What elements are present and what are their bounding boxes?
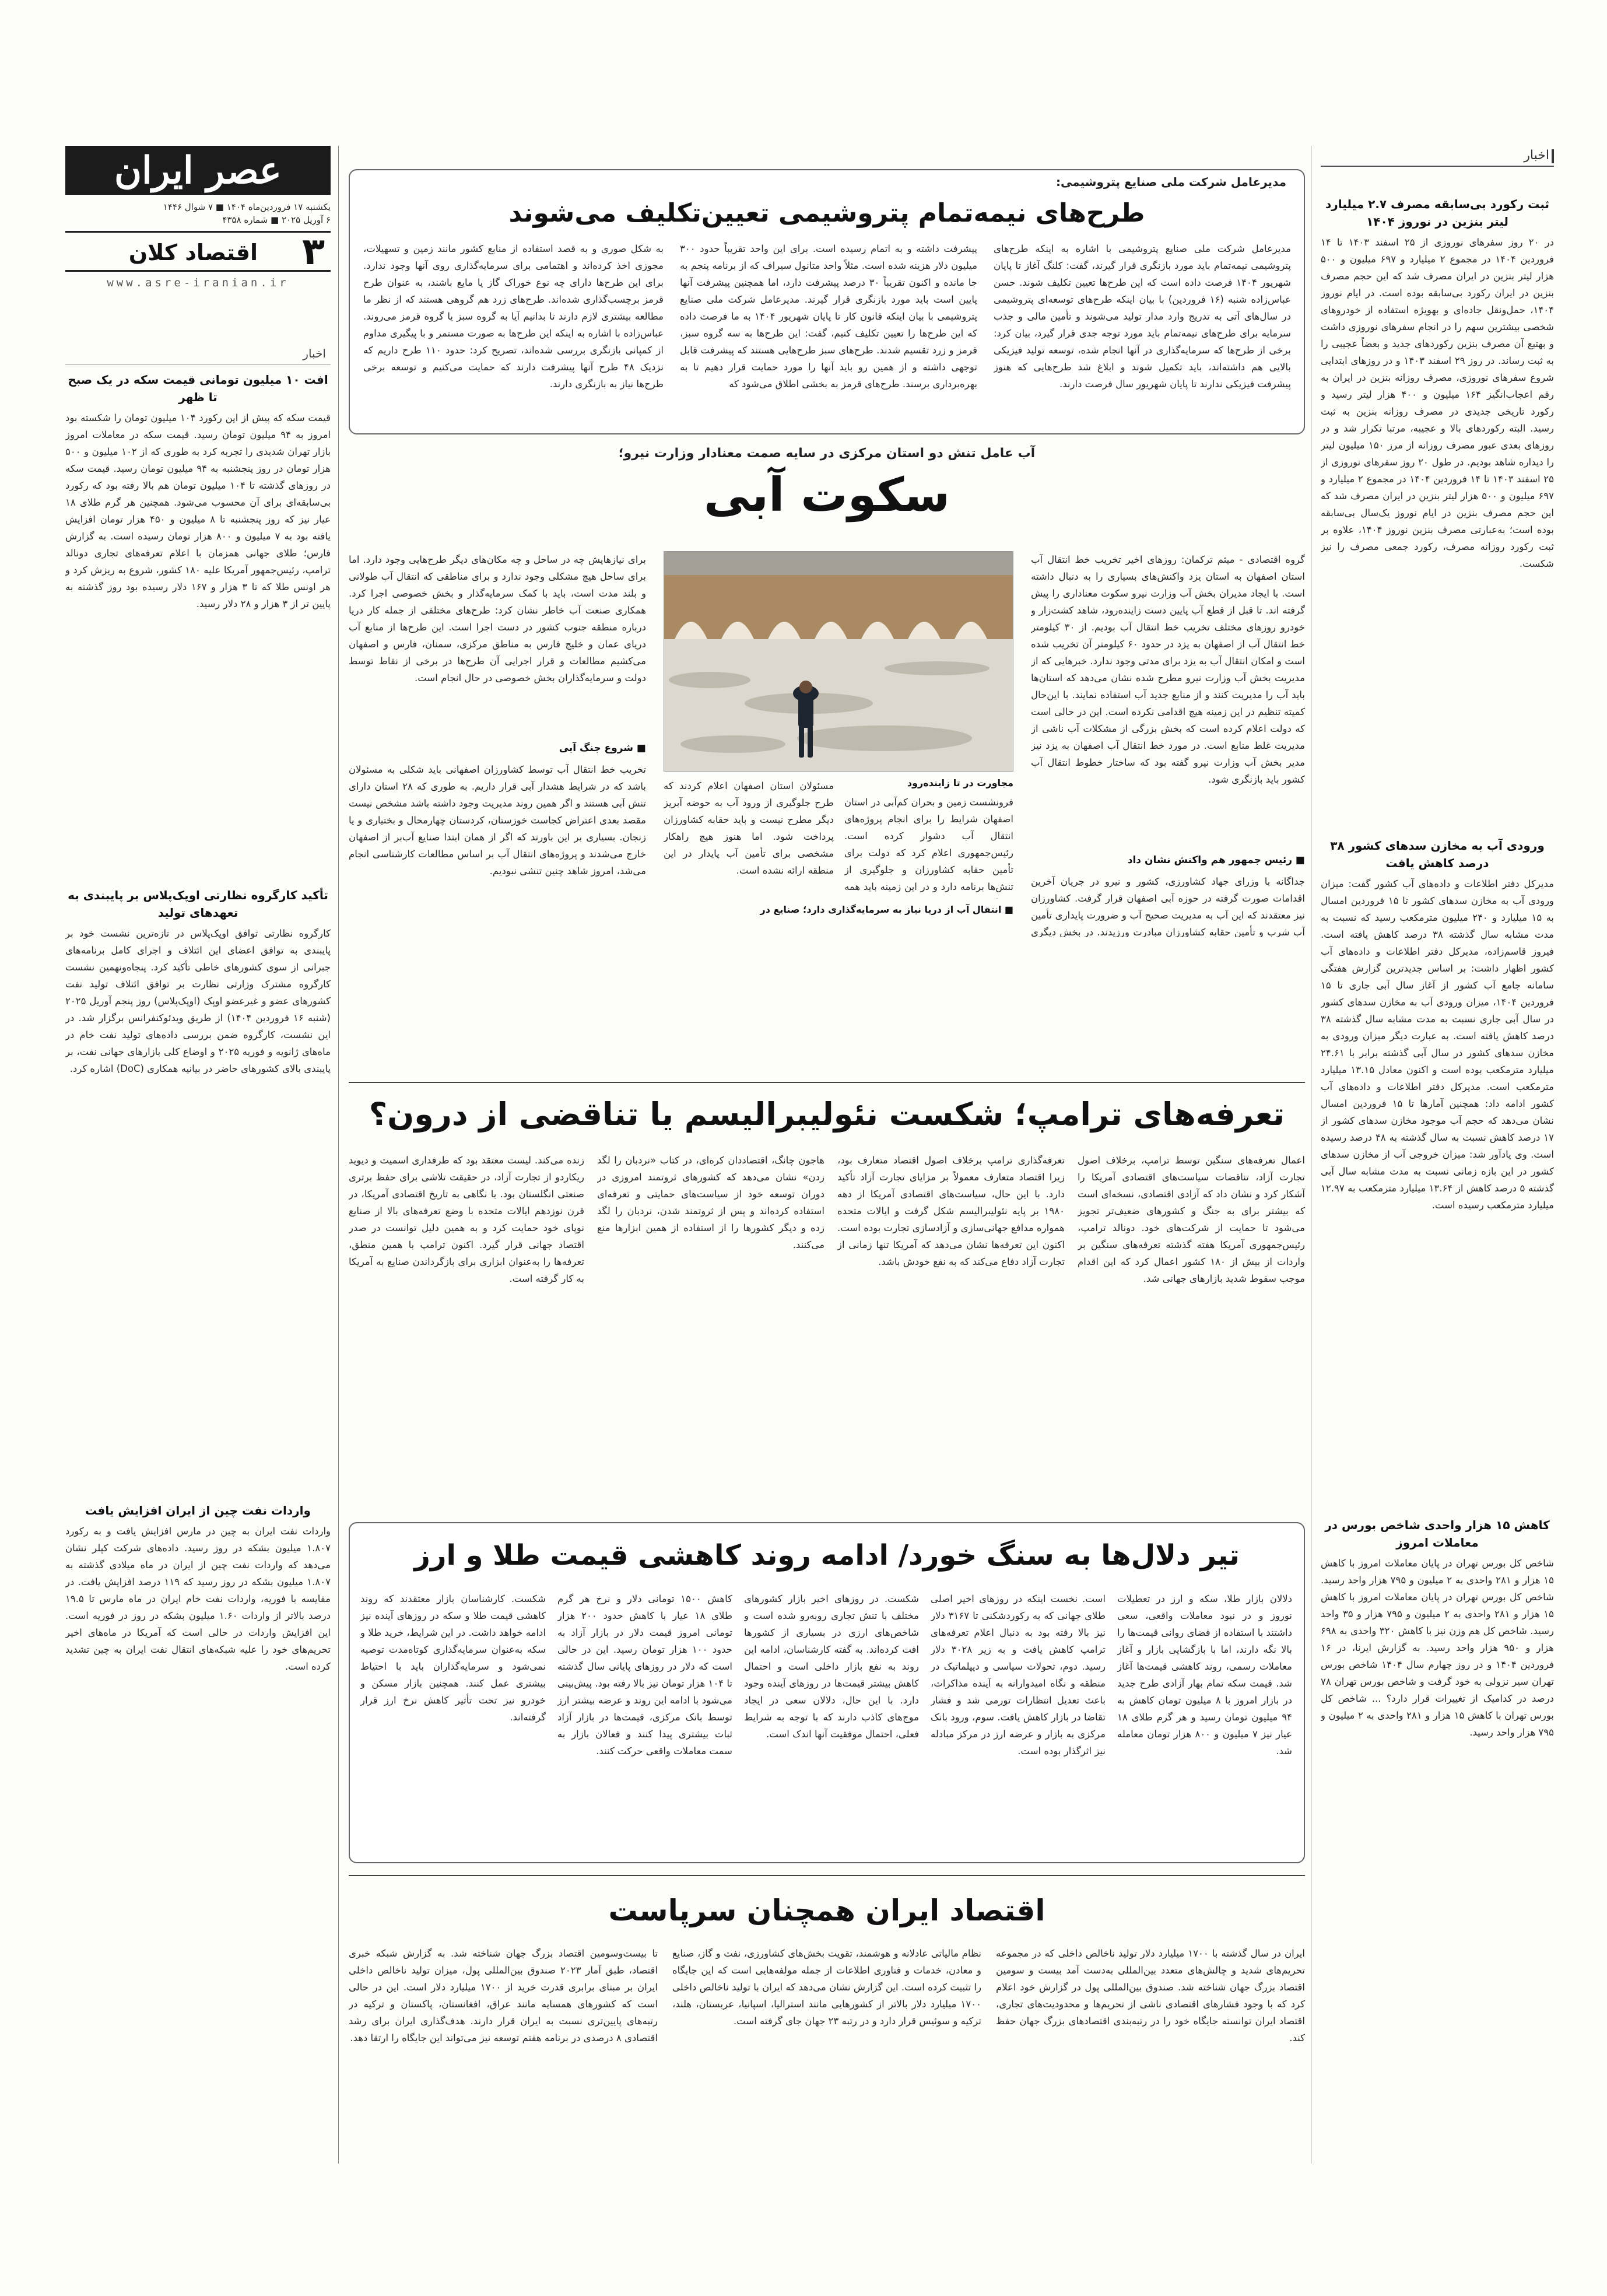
bridge-photo <box>664 552 1013 772</box>
left-news-1-title: افت ۱۰ میلیون تومانی قیمت سکه در یک صبح تا ظهر <box>68 373 328 404</box>
label-marker <box>1552 149 1554 163</box>
right-news-3 <box>1321 1516 1554 2138</box>
date-line-2: ۶ آوریل ۲۰۲۵ ■ شماره ۴۳۵۸ <box>222 215 331 225</box>
right-news-1-body: در ۲۰ روز سفرهای نوروزی از ۲۵ اسفند ۱۴۰۳ تا ۱۴ فروردین ۱۴۰۴ در مجموع ۲ میلیارد و ۶۹۷ میلیون و ۵۰۰ هزار لیتر بنزین در ایران مصرف شد که این حجم مصرف بنزین در ایران رکورد بی‌سابقه بوده است. در ایام نوروز ۱۴۰۴، حمل‌ونقل جاده‌ای و بهویژه استفاده از خودروهای شخصی بیشترین سهم را در انجام سفرهای نوروزی داشت و بهتبع آن مصرف بنزین رکوردهای جدید و بعضاً عجیبی را به ثبت رساند. در روز ۲۹ اسفند ۱۴۰۳ و در روزهای ابتدایی شروع سفرهای نوروزی، مصرف روزانه بنزین در ایران به رقم اعجاب‌انگیز ۱۶۴ میلیون و ۴۰۰ هزار لیتر رسید و رکورد تاریخی جدیدی در مصرف روزانه بنزین به ثبت رسید. البته رکوردهای بالا و عجیبه، مرتبا تکرار شد و در روزهای بعدی عبور مصرف روزانه از مرز ۱۵۰ میلیون لیتر را دیداره شاهد بودیم. در طول ۲۰ روز سفرهای نوروزی از ۲۵ اسفند ۱۴۰۳ تا ۱۴ فروردین ۱۴۰۴ در مجموع ۲ میلیارد و ۶۹۷ میلیون و ۵۰۰ هزار لیتر بنزین در ایران مصرف شد که این حجم مصرف بنزین در ایام نوروز یک‌سال بی‌سابقه بوده است؛ به‌عبارتی مصرف بنزین نوروز ۱۴۰۴، علاوه بر ثبت رکورد روزانه مصرف، رکورد جمعی مصرف را نیز شکست. <box>1321 237 1554 569</box>
masthead-logo <box>65 146 331 195</box>
article2-col-photo-l: مسئولان استان اصفهان اعلام کردند که طرح جلوگیری از ورود آب به حوضه آبریز دیگر مطرح نیست و باید حقابه کشاورزان پرداخت شود. اما هنوز هیچ راهکار مشخصی برای تأمین آب پایدار در این منطقه ارائه نشده است. <box>664 780 834 876</box>
article1-col1: مدیرعامل شرکت ملی صنایع پتروشیمی با اشاره به اینکه طرح‌های پتروشیمی نیمه‌تمام باید مورد بازنگری قرار گیرند، گفت: کلنگ آغاز تا پایان شهریور ۱۴۰۴ فرصت داده است که این طرح‌ها تعیین تکلیف شوند. حسن عباس‌زاده شنبه (۱۶ فروردین) با بیان اینکه طرح‌های توسعه‌ای پتروشیمی در سال‌های آتی به تدریج وارد مدار تولید می‌شوند و تأمین مالی و جذب سرمایه برای طرح‌های نیمه‌تمام باید مورد توجه جدی قرار گیرد، بیان کرد: برخی از طرح‌ها که سرمایه‌گذاری در آنها انجام شده، توسعه تولید فیزیکی بالایی هم داشته‌اند، باید تکمیل شوند و ابلاغ شد طرح‌هایی که هنوز پیشرفت فیزیکی ندارند تا پایان شهریور سال فرصت دارند. <box>994 243 1291 390</box>
left-news-3 <box>65 1502 331 2141</box>
article-economy <box>349 1881 1305 2161</box>
right-news-3-title: کاهش ۱۵ هزار واحدی شاخص بورس در معاملات امروز <box>1325 1518 1550 1550</box>
article2-headline: سکوت آبی <box>704 468 950 522</box>
divider-economy <box>349 1875 1305 1876</box>
divider-left <box>338 146 339 2164</box>
article4-col1: دلالان بازار طلا، سکه و ارز در تعطیلات نوروز و در نبود معاملات واقعی، سعی داشتند با استفاده از فضای روانی قیمت‌ها را بالا نگه دارند، اما با بازگشایی بازار و آغاز معاملات رسمی، روند کاهشی قیمت‌ها آغاز شد. قیمت سکه تمام بهار آزادی طرح جدید در بازار امروز با ۸ میلیون تومان کاهش به ۹۴ میلیون تومان رسید و هر گرم طلای ۱۸ عیار نیز ۷ میلیون و ۸۰۰ هزار تومان معامله شد. <box>1117 1593 1292 1757</box>
article5-col2: نظام مالیاتی عادلانه و هوشمند، تقویت بخش‌های کشاورزی، نفت و گاز، صنایع و معادن، خدمات و فناوری اطلاعات از جمله مولفه‌هایی است که این جایگاه را تثبیت کرده است. این گزارش نشان می‌دهد که ایران با تولید ناخالص داخلی ۱۷۰۰ میلیارد دلار بالاتر از کشورهایی مانند استرالیا، اسپانیا، عربستان، هلند، ترکیه و سوئیس قرار دارد و در رتبه ۲۳ جهان جای گرفته است. <box>672 1948 981 2027</box>
masthead <box>65 146 331 299</box>
right-news-2-body: مدیرکل دفتر اطلاعات و داده‌های آب کشور گفت: میزان ورودی آب به مخازن سدهای کشور تا ۱۵ فروردین امسال به ۱۵ میلیارد و ۲۴۰ میلیون مترمکعب رسید که نسبت به مدت مشابه سال گذشته ۳۸ درصد کاهش یافته است. فیروز قاسم‌زاده، مدیرکل دفتر اطلاعات و داده‌های آب کشور اظهار داشت: بر اساس جدیدترین گزارش هفتگی سامانه جامع آب کشور از آغاز سال آبی جاری تا ۱۵ فروردین ۱۴۰۴، میزان ورودی آب به مخازن سدهای کشور در سال آبی جاری نسبت به مدت مشابه سال گذشته ۳۸ درصد کاهش یافته است. به عبارت دیگر میزان ورودی به مخازن سدهای کشور در سال آبی گذشته برابر با ۲۴.۶۱ میلیارد مترمکعب بوده است و اکنون معادل ۱۳.۱۵ میلیارد مترمکعب است. مدیرکل دفتر اطلاعات و داده‌های آب کشور ادامه داد: همچنین آمارها تا ۱۵ فروردین امسال نشان می‌دهد که حجم آب موجود مخازن سدهای کشور از ۱۷ درصد کاهش نسبت به سال گذشته به ۴۸ درصد رسیده است. وی یادآور شد: میزان خروجی آب از مخازن سدهای کشور در این بازه زمانی نسبت به مدت مشابه سال آبی گذشته ۵ درصد کاهش از ۱۳.۶۴ میلیارد مترمکعب به ۱۲.۹۷ میلیارد مترمکعب رسیده است. <box>1321 878 1554 1211</box>
article1-col3: به شکل صوری و به قصد استفاده از منابع کشور مانند زمین و تسهیلات، مجوزی اخذ کرده‌اند و اهتمامی برای سرمایه‌گذاری روی آنها وجود ندارد. برای این طرح‌ها دارای چه نوع خوراک گاز یا مایع باشند، به عنوان طرح قرمز برچسب‌گذاری شده‌اند. طرح‌های زرد هم گروهی هستند که از نظر ما مطالعه بیشتری لازم دارند تا بدانیم آیا به گروه سبز یا گروه قرمز می‌روند. عباس‌زاده با اشاره به اینکه این طرح‌ها به صورت مستمر و با پیگیری مداوم از کمپانی بازنگری بررسی شده‌اند، تصریح کرد: حدود ۱۱۰ طرح داریم که نزدیک ۴۸ طرح آنها پیشرفت دارند که حمایت می‌کنیم و توسعه برخی طرح‌ها نیاز به بازنگری دارند. <box>363 243 664 390</box>
left-news-label <box>65 344 331 365</box>
article4-col5: شکست. کارشناسان بازار معتقدند که روند کاهشی قیمت طلا و سکه در روزهای آینده نیز ادامه خواهد داشت. در این شرایط، خرید طلا و سکه به‌عنوان سرمایه‌گذاری کوتاه‌مدت توصیه نمی‌شود و سرمایه‌گذاران باید با احتیاط بیشتری عمل کنند. همچنین بازار مسکن و خودرو نیز تحت تأثیر کاهش نرخ ارز قرار گرفته‌اند. <box>360 1593 546 1723</box>
right-news-3-body: شاخص کل بورس تهران در پایان معاملات امروز با کاهش ۱۵ هزار و ۲۸۱ واحدی به ۲ میلیون و ۷۹۵ هزار واحد رسید. شاخص کل بورس تهران در پایان معاملات امروز با کاهش ۱۵ هزار و ۲۸۱ واحدی به ۲ میلیون و ۷۹۵ هزار و ۳۵ واحد رسید. شاخص کل هم وزن نیز با کاهش ۳۲۰ واحدی به ۶۹۸ هزار و ۹۵۰ هزار واحد رسید. به گزارش ایرنا، در ۱۶ فروردین ۱۴۰۴ و در روز چهارم سال ۱۴۰۴ شاخص بورس تهران سیر نزولی به خود گرفت و شاخص بورس تهران ۷۸ درصد در کدامیک از تغییرات قرار دارد؟ ... شاخص کل بورس تهران با کاهش ۱۵ هزار و ۲۸۱ واحدی به ۲ میلیون و ۷۹۵ هزار واحد رسید. <box>1321 1558 1554 1738</box>
article4-col4: کاهش ۱۵۰۰ تومانی دلار و نرخ هر گرم طلای ۱۸ عیار با کاهش حدود ۲۰۰ هزار تومانی امروز قیمت دلار در بازار آزاد به حدود ۱۰۰ هزار تومان رسید. این در حالی است که دلار در روزهای پایانی سال گذشته تا ۱۰۴ هزار تومان نیز بالا رفته بود. پیش‌بینی می‌شود با ادامه این روند و عرضه بیشتر ارز توسط بانک مرکزی، قیمت‌ها در بازار آزاد ثبات بیشتری پیدا کنند و فعالان بازار به سمت معاملات واقعی حرکت کنند. <box>557 1593 732 1757</box>
article4-col3: شکست. در روزهای اخیر بازار کشورهای مختلف با تنش تجاری روبه‌رو شده است و شاخص‌های ارزی در بسیاری از کشورها افت کرده‌اند. به گفته کارشناسان، ادامه این روند به نفع بازار داخلی است و احتمال کاهش بیشتر قیمت‌ها در روزهای آینده وجود دارد. با این حال، دلالان سعی در ایجاد موج‌های کاذب دارند که با توجه به شرایط فعلی، احتمال موفقیت آنها اندک است. <box>744 1593 919 1740</box>
article3-col2: تعرفه‌گذاری ترامپ برخلاف اصول اقتصاد متعارف بود، زیرا اقتصاد متعارف معمولاً بر مزایای تجارت آزاد تأکید دارد. با این حال، سیاست‌های اقتصادی آمریکا از دهه ۱۹۸۰ بر پایه نئولیبرالیسم شکل گرفت و ایالات متحده همواره مدافع جهانی‌سازی و آزادسازی تجارت بوده است. اکنون این تعرفه‌ها نشان می‌دهد که آمریکا تنها زمانی از تجارت آزاد دفاع می‌کند که به نفع خودش باشد. <box>837 1155 1065 1267</box>
left-news-2-title: تأکید کارگروه نظارتی اوپک‌پلاس بر پایبندی به تعهدهای تولید <box>68 888 328 920</box>
date-line-1: یکشنبه ۱۷ فروردین‌ماه ۱۴۰۴ ■ ۷ شوال ۱۴۴۶ <box>163 202 331 212</box>
right-news-1-title: ثبت رکورد بی‌سابقه مصرف ۲.۷ میلیارد لیتر بنزین در نوروز ۱۴۰۴ <box>1325 197 1550 229</box>
page-number: ۳ <box>301 230 325 274</box>
left-news-1 <box>65 371 331 891</box>
article2-col-right: گروه اقتصادی - میثم ترکمان: روزهای اخیر تخریب خط انتقال آب استان اصفهان به استان یزد واکنش‌های بسیاری را به دنبال داشته است. با ایجاد مدیران بخش آب وزارت نیرو سکوت معناداری را پیش گرفته اند. تا قبل از قطع آب پایین دست زاینده‌رود، شاهد کشت‌زار و خودرو روزهای مختلف تخریب خط انتقال آب بودیم. از ۳۰ کیلومتر خط انتقال آب از اصفهان به یزد در حدود ۶۰ کیلومتر آن تخریب شده است و امکان انتقال آب به یزد برای مدتی وجود ندارد. خبرهایی که از مدیریت بخش آب وزارت نیرو مطرح شده نشان می‌دهد که استان‌ها باید آب را مدیریت کنند و از منابع جدید آب استفاده نمایند. با این‌حال کمیته تنظیم در این زمینه هیچ اقدامی نکرده است. این در حالی است که دولت اعلام کرده است که بخش بزرگی از مشکلات آب ناشی از مدیریت غلط منابع است. در مورد خط انتقال آب اصفهان به یزد نیز مدیر بخش آب وزارت نیرو گفته بود که ساختار خطوط انتقال آب کشور باید بازنگری شود. <box>1031 554 1305 785</box>
article2-col-photo-r: فرونشست زمین و بحران کم‌آبی در استان اصفهان شرایط را برای انجام پروژه‌های انتقال آب دشوار کرده است. رئیس‌جمهوری اعلام کرد که دولت برای تأمین حقابه کشاورزان و جلوگیری از تنش‌ها برنامه دارد و در این زمینه باید همه <box>844 797 1013 892</box>
article2-col-mid: جداگانه با وزرای جهاد کشاورزی، کشور و نیرو در جریان آخرین اقدامات صورت گرفته در حوزه آبی اصفهان قرار گرفت. کشاورزان نیز معتقدند که این آب به مدیریت صحیح آب و ضرورت پایداری تأمین آب شرب و تأمین حقابه کشاورزان مبادرت ورزیدند. در بخش دیگری <box>1031 876 1305 937</box>
divider-tariffs <box>349 1082 1305 1083</box>
article2-col-left-top: برای نیازهایش چه در ساحل و چه مکان‌های دیگر طرح‌هایی وجود دارد. اما برای ساحل هیچ مشکلی وجود ندارد و برای مناطقی که انتقال آب طولانی و بلند مدت است، باید با کمک سرمایه‌گذار و بخش خصوصی اجرا کرد. همکاری صنعت آب خاطر نشان کرد: طرح‌های مختلفی از جمله کار دریا درباره منطقه جنوب کشور در دست اجرا است. این طرح‌ها از منابع آب دریای عمان و خلیج فارس به مناطق مرکزی، سمنان، فارس و اصفهان می‌کشیم مطالعات و قرار اجرایی آن طرح‌ها در برخی از نقاط توسط دولت و سرمایه‌گذاران بخش خصوصی در حال انجام است. <box>349 554 646 683</box>
logo-text: عصر ایران <box>114 148 282 192</box>
right-news-1 <box>1321 195 1554 840</box>
right-news-2-title: ورودی آب به مخازن سدهای کشور ۳۸ درصد کاهش یافت <box>1330 839 1545 870</box>
article5-col3: تا بیست‌وسومین اقتصاد بزرگ جهان شناخته شد. به گزارش شبکه خبری اقتصاد، طبق آمار ۲۰۲۳ صندوق بین‌المللی پول، میزان تولید ناخالص داخلی ایران بر مبنای برابری قدرت خرید از ۱۷۰۰ میلیارد دلار است. این در حالی است که کشورهای همسایه مانند عراق، افغانستان، پاکستان و ترکیه در رتبه‌های پایین‌تری نسبت به ایران قرار دارند. هدف‌گذاری ایران برای رشد اقتصادی ۸ درصدی در برنامه هفتم توسعه نیز می‌تواند این جایگاه را ارتقا دهد. <box>349 1948 658 2043</box>
right-news-label: اخبار <box>1524 148 1549 163</box>
article1-headline: طرح‌های نیمه‌تمام پتروشیمی تعیین‌تکلیف می‌شوند <box>508 198 1145 228</box>
article2-subhead-b: ■ انتقال آب از دریا نیاز به سرمایه‌گذاری دارد؛ صنایع در <box>760 904 1013 915</box>
article1-col2: پیشرفت داشته و به اتمام رسیده است. برای این واحد تقریباً حدود ۳۰۰ میلیون دلار هزینه شده است. مثلاً واحد متانول سیراف که از برنامه پنجم به جا مانده و اکنون تقریباً ۳۰ درصد پیشرفت دارد، اما همچنین پیشرفت آنها پایین است باید مورد بازنگری قرار گیرند. مدیرعامل شرکت ملی صنایع پتروشیمی با بیان اینکه قانون کار تا پایان شهریور ۱۴۰۴ به ما فرصت داده که این طرح‌ها را تعیین تکلیف کنیم، گفت: این طرح‌ها به سه گروه سبز، قرمز و زرد تقسیم شدند. طرح‌های سبز طرح‌هایی هستند که پیشرفت قابل توجهی داشته و از همین رو باید آنها را مورد حمایت قرار دهیم تا به بهره‌برداری برسند. طرح‌های قرمز به بخشی اطلاق می‌شود که <box>680 243 977 390</box>
left-news-2 <box>65 886 331 1467</box>
article2-subhead-a: ■ شروع جنگ آبی <box>559 742 646 754</box>
article2-subhead-c: ■ رئیس جمهور هم واکنش نشان داد <box>1127 854 1305 866</box>
article-tariffs <box>349 1088 1305 1510</box>
left-news-3-body: واردات نفت ایران به چین در مارس افزایش یافت و به رکورد ۱.۸۰۷ میلیون بشکه در روز رسید. داده‌های شرکت کپلر نشان می‌دهد که واردات نفت چین از ایران در ماه میلادی گذشته به ۱.۸۰۷ میلیون بشکه در روز رسید که ۱۱۹ درصد افزایش یافت. در مقایسه با فوریه، واردات نفت خام ایران در ماه مارس تا ۱۹.۵ درصد بالاتر از واردات ۱.۶۰ میلیون بشکه در روز در فوریه است. این افزایش واردات در حالی است که آمریکا در ماه‌های اخیر تحریم‌های خود را علیه شبکه‌های انتقال نفت ایران به چین تشدید کرده است. <box>65 1526 331 1672</box>
date-line <box>65 201 331 226</box>
article1-kicker: مدیرعامل شرکت ملی صنایع پتروشیمی: <box>1055 175 1286 189</box>
article3-col1: اعمال تعرفه‌های سنگین توسط ترامپ، برخلاف اصول تجارت آزاد، تناقضات سیاست‌های اقتصادی آمریکا را آشکار کرد و نشان داد که آزادی اقتصادی، نسخه‌ای است که بیشتر برای به جنگ و کشورهای ضعیف‌تر تجویز می‌شود تا حمایت از شرکت‌های خود. دونالد ترامپ، رئیس‌جمهوری آمریکا هفته گذشته تعرفه‌های سنگین بر واردات از بیش از ۱۸۰ کشور اعمال کرد که این اقدام موجب سقوط شدید بازارهای جهانی شد. <box>1078 1155 1305 1284</box>
article4-col2: است. نخست اینکه در روزهای اخیر اصلی طلای جهانی که به رکوردشکنی تا ۳۱۶۷ دلار نیز بالا رفته بود به دنبال اعلام تعرفه‌های ترامپ کاهش یافت و به زیر ۳۰۲۸ دلار رسید. دوم، تحولات سیاسی و دیپلماتیک در منطقه و نگاه امیدوارانه به آینده مذاکرات، باعث تعدیل انتظارات تورمی شد و فشار تقاضا در بازار کاهش یافت. سوم، ورود بانک مرکزی به بازار و عرضه ارز در مرکز مبادله نیز اثرگذار بوده است. <box>931 1593 1106 1757</box>
left-news-2-body: کارگروه نظارتی توافق اوپک‌پلاس در تازه‌ترین نشست خود بر پایبندی به توافق اعضای این ائتلاف و اجرای کامل برنامه‌های جبرانی از سوی کشورهای خاطی تأکید کرد. پنجاه‌ونهمین نشست کارگروه مشترک وزارتی نظارت بر توافق ائتلاف تولید نفت کشورهای عضو و غیرعضو اوپک (اوپک‌پلاس) روز پنجم آوریل ۲۰۲۵ (شنبه ۱۶ فروردین ۱۴۰۴) از طریق ویدئوکنفرانس برگزار شد. در این نشست، کارگروه ضمن بررسی داده‌های تولید نفت خام در ماه‌های ژانویه و فوریه ۲۰۲۵ و اوضاع کلی بازارهای جهانی نفت، بر پایبندی بالای کشورهای حاضر در بیانیه همکاری (DoC) اشاره کرد. <box>65 928 331 1074</box>
right-news-2 <box>1321 837 1554 1517</box>
article4-headline: تیر دلال‌ها به سنگ خورد/ ادامه روند کاهشی قیمت طلا و ارز <box>414 1539 1240 1572</box>
right-sidebar-label <box>1321 146 1554 167</box>
article2-kicker: آب عامل تنش دو استان مرکزی در سایه صمت معنادار وزارت نیرو؛ <box>618 446 1036 461</box>
article3-col3: هاجون چانگ، اقتصاددان کره‌ای، در کتاب «نردبان را لگد زدن» نشان می‌دهد که کشورهای ثروتمند امروزی در دوران توسعه خود از سیاست‌های حمایتی و تعرفه‌ای استفاده کرده‌اند و پس از ثروتمند شدن، نردبان را لگد زده و دیگر کشورها را از استفاده از همین ابزارها منع می‌کنند. <box>597 1155 824 1250</box>
left-news-3-title: واردات نفت چین از ایران افزایش یافت <box>85 1503 311 1517</box>
article5-headline: اقتصاد ایران همچنان سرپاست <box>608 1894 1045 1927</box>
article-water <box>349 446 1305 1073</box>
news-label: اخبار <box>303 346 326 360</box>
site-url[interactable]: www.asre-iranian.ir <box>107 276 289 289</box>
article-gold <box>349 1522 1305 1863</box>
section-title: اقتصاد کلان <box>128 240 258 265</box>
article3-col4: زنده می‌کند. لیست معتقد بود که طرفداری اسمیت و دیوید ریکاردو از تجارت آزاد، در حقیقت تلاشی برای حفظ برتری صنعتی انگلستان بود. با نگاهی به تاریخ اقتصادی آمریکا، در قرن نوزدهم ایالات متحده با وضع تعرفه‌های بالا از صنایع نوپای خود حمایت کرد و به همین دلیل توانست در صدر اقتصاد جهانی قرار گیرد. اکنون ترامپ با همین منطق، تعرفه‌ها را به‌عنوان ابزاری برای بازگرداندن صنایع به آمریکا به کار گرفته است. <box>349 1155 584 1284</box>
article3-headline: تعرفه‌های ترامپ؛ شکست نئولیبرالیسم یا تناقضی از درون؟ <box>369 1096 1285 1133</box>
article-petrochemical <box>349 169 1305 434</box>
section-bar <box>65 231 331 272</box>
article2-photo-caption: مجاورت در تا زاینده‌رود <box>907 777 1013 788</box>
article2-photo <box>664 551 1013 772</box>
article2-col-left-bottom: تخریب خط انتقال آب توسط کشاورزان اصفهانی باید شکلی به مسئولان باشد که در شرایط هشدار آبی قرار داریم. به طوری که ۲۸ استان دارای تنش آبی هستند و اگر همین روند مدیریت وجود داشته باشد مشخص نیست مقصد بعدی اعتراض کجاست خوزستان، کردستان چهارمحال و بختیاری و یا زنجان. بسیاری بر این باورند که اگر از همان ابتدا صنایع آب‌بر از اصفهان خارج می‌شدند و پروژه‌های انتقال آب بر اساس مطالعات کارشناسی انجام می‌شد، امروز شاهد چنین تنشی نبودیم. <box>349 764 646 877</box>
left-news-1-body: قیمت سکه که پیش از این رکورد ۱۰۴ میلیون تومان را شکسته بود امروز به ۹۴ میلیون تومان رسید. قیمت سکه در معاملات امروز بازار تهران شدیدی را تجربه کرد به طوری که از ۱۰۲ میلیون و ۵۰۰ هزار تومان در روز پنجشنبه به ۹۴ میلیون تومان رسید. قیمت سکه در روزهای گذشته تا ۱۰۴ میلیون تومان هم بالا رفته بود که رکورد بی‌سابقه‌ای برای آن محسوب می‌شود. همچنین هر گرم طلای ۱۸ عیار نیز که روز پنجشنبه تا ۸ میلیون و ۴۵۰ هزار تومان افزایش یافته بود به ۷ میلیون و ۸۰۰ هزار تومان رسیده است. به گزارش فارس؛ طلای جهانی همزمان با اعلام تعرفه‌های تجاری دونالد ترامپ، رئیس‌جمهور آمریکا علیه ۱۸۰ کشور، شروع به ریزش کرد و هر اونس طلا که تا ۳ هزار و ۱۶۷ دلار رسیده بود روز گذشته به پایین تر از ۳ هزار و ۲۸ دلار رسید. <box>65 412 331 609</box>
article5-col1: ایران در سال گذشته با ۱۷۰۰ میلیارد دلار تولید ناخالص داخلی که در مجموعه تحریم‌های شدید و چالش‌های متعدد بین‌المللی به‌دست آمد بیست و سومین اقتصاد بزرگ جهان شناخته شد. صندوق بین‌المللی پول در گزارش خود اعلام کرد که با وجود فشارهای اقتصادی ناشی از تحریم‌ها و محدودیت‌های تجاری، اقتصاد ایران توانسته جایگاه خود را در رتبه‌بندی اقتصادهای بزرگ جهان حفظ کند. <box>996 1948 1305 2043</box>
